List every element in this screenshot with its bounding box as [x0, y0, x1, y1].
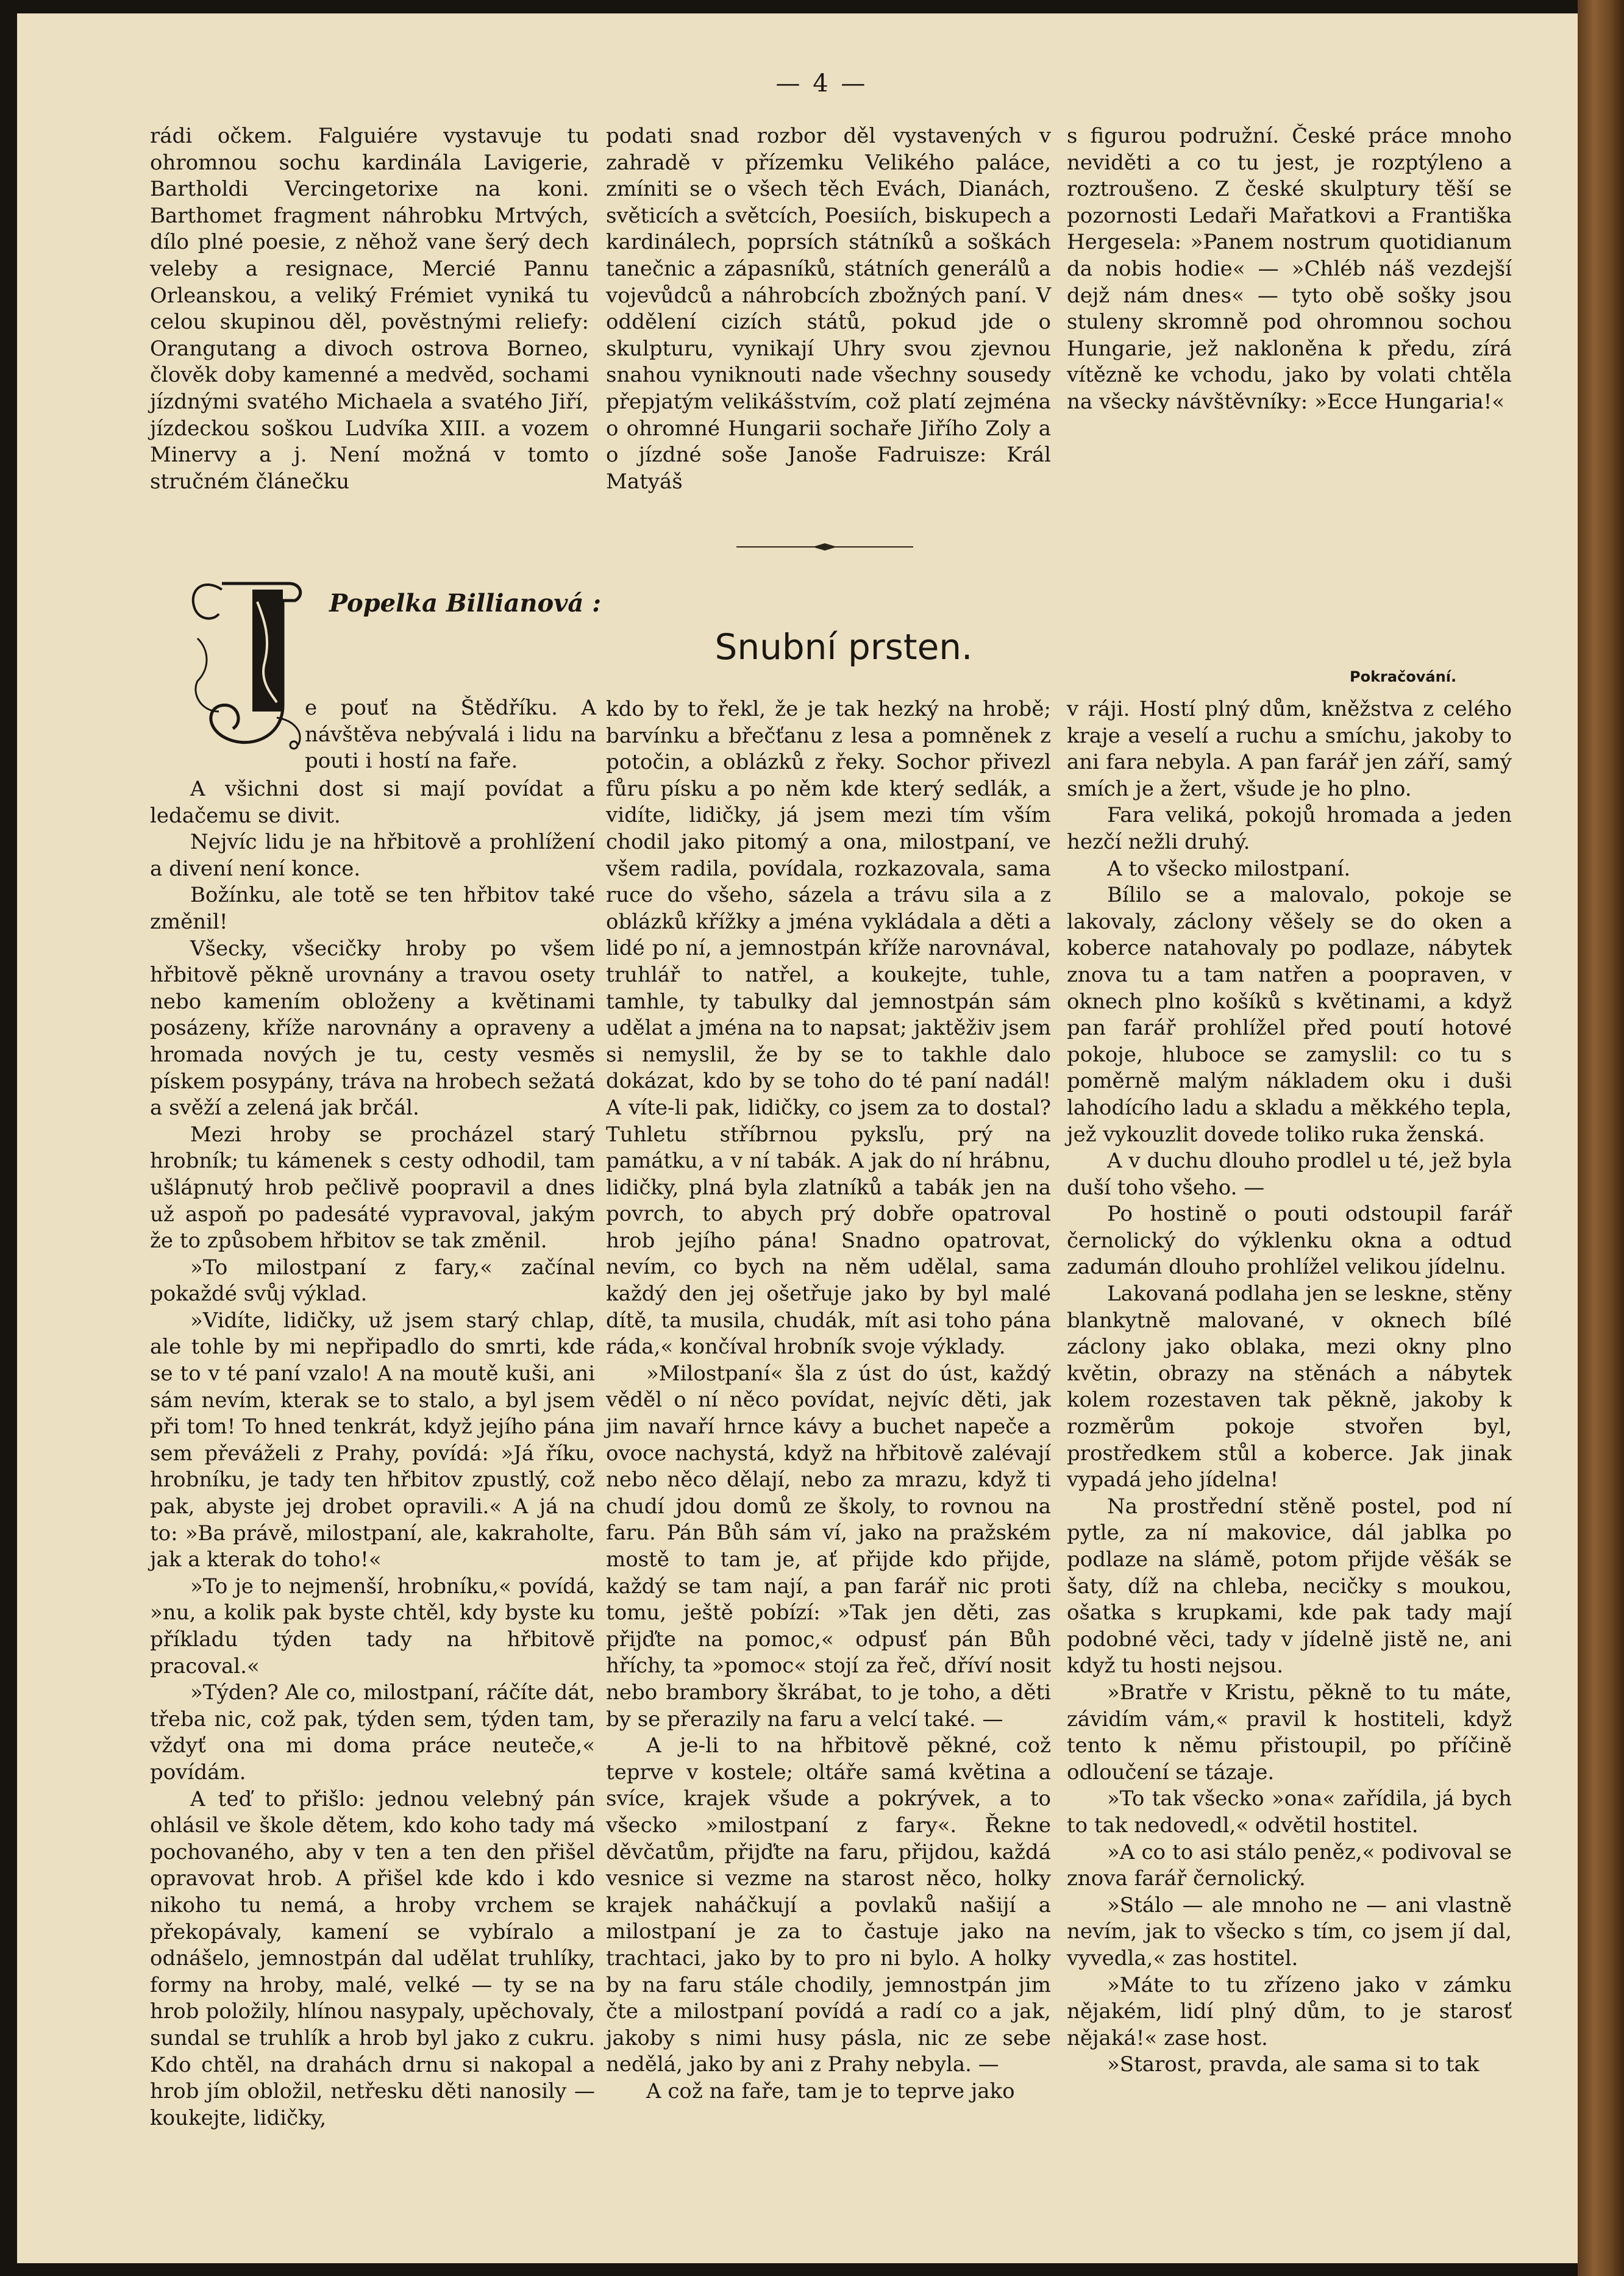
paragraph: Bílilo se a malovalo, pokoje se lakovaly, záclony věšely se do oken a koberce natahovaly po podlaze, nábytek znova tu a tam natřen a poopraven, v oknech plno košíků s květinami, a když pan farář prohlížel před poutí hotové pokoje, hluboce se zamyslil: co tu s poměrně malým nákladem oku i duši lahodícího ladu a skladu a měkkého tepla, jež vykouzlit dovede toliko ruka ženská.	[1067, 883, 1512, 1147]
paragraph: v ráji. Hostí plný dům, kněžstva z celého kraje a veselí a ruchu a smíchu, jakoby to ani fara nebyla. A pan farář jen září, samý smích je a žert, všude je ho plno.	[1067, 697, 1512, 801]
paragraph: A všichni dost si mají povídat a ledačemu se divit.	[150, 777, 595, 828]
story-column-3	[1067, 696, 1512, 2078]
paragraph: A což na faře, tam je to teprve jako	[646, 2078, 1015, 2103]
paragraph: Fara veliká, pokojů hromada a jeden hezčí nežli druhý.	[1067, 803, 1512, 854]
paragraph: »To milostpaní z fary,« začínal pokaždé svůj výklad.	[150, 1255, 595, 1307]
top-column-3-text: s figurou podružní. České práce mnoho neviděti a co tu jest, je rozptýleno a roztroušeno. Z české skulptury těší se pozornosti Ledaři Mařatkovi a Františka Hergesela: »Panem nostrum quotidianum da nobis hodie« — »Chléb náš vezdejší dejž nám dnes« — tyto obě sošky jsou stuleny skromně pod ohromnou sochou Hungarie, jež nakloněna k předu, zírá vítězně ke vchodu, jako by volati chtěla na všecky návštěvníky: »Ecce Hungaria!«	[1067, 124, 1512, 414]
paragraph: Lakovaná podlaha jen se leskne, stěny blankytně malované, v oknech bílé záclony jako oblaka, mezi okny plno květin, obrazy na stěnách a nábytek kolem rozestaven tak pěkně, jakoby k rozměrům pokoje stvořen byl, prostředkem stůl a koberce. Jak jinak vypadá jeho jídelna!	[1067, 1282, 1512, 1493]
continued-label: Pokračování.	[1350, 668, 1457, 685]
paragraph: Nejvíc lidu je na hřbitově a prohlížení a divení není konce.	[150, 830, 595, 881]
page-number: — 4 —	[775, 70, 868, 98]
top-column-2-text: podati snad rozbor děl vystavených v zahradě v přízemku Velikého paláce, zmíniti se o všech těch Evách, Dianách, světicích a světcích, Poesiích, biskupech a kardinálech, poprsích státníků a soškách tanečnic a zápasníků, státních generálů a vojevůdců a náhrobcích zbožných paní. V oddělení cizích států, pokud jde o skulpturu, vynikají Uhry svou zjevnou snahou vyniknouti nade všechny sousedy přepjatým velikášstvím, což platí zejména o ohromné Hungarii sochaře Jiřího Zoly a o jízdné soše Janoše Fadruisze: Král Matyáš	[606, 124, 1051, 494]
paragraph: »Milostpaní« šla z úst do úst, každý věděl o ní něco povídat, nejvíc děti, jak jim navaří hrnce kávy a buchet napeče a ovoce nachystá, když na hřbitově zalévají nebo něco dělají, nebo za mrazu, když ti chudí jdou domů ze školy, to rovnou na faru. Pán Bůh sám ví, jako na pražském mostě to tam je, ať přijde kdo přijde, každý se tam nají, a pan farář nic proti tomu, ještě pobízí: »Tak jen děti, zas přijďte na pomoc,« odpusť pán Bůh hříchy, ta »pomoc« stojí za řeč, dříví nosit nebo brambory škrábat, to je toho, a děti by se přerazily na faru a velcí také. —	[606, 1361, 1051, 1732]
paragraph: »Stálo — ale mnoho ne — ani vlastně nevím, jak to všecko s tím, co jsem jí dal, vyvedla,« zas hostitel.	[1067, 1893, 1512, 1971]
paragraph: A v duchu dlouho prodlel u té, jež byla duší toho všeho. —	[1067, 1149, 1512, 1200]
paragraph: »Bratře v Kristu, pěkně to tu máte, závidím vám,« pravil k hostiteli, když tento k němu přistoupil, po příčině odloučení se tázaje.	[1067, 1680, 1512, 1785]
book-binding-edge	[1578, 0, 1624, 2276]
paragraph: »To tak všecko »ona« zařídila, já bych to tak nedovedl,« odvětil hostitel.	[1067, 1786, 1512, 1838]
story-column-2	[606, 696, 1051, 2105]
ornamental-initial-j	[185, 565, 307, 754]
paragraph: A to všecko milostpaní.	[1107, 856, 1351, 881]
paragraph: »Starost, pravda, ale sama si to tak	[1107, 2052, 1480, 2077]
paragraph: »A co to asi stálo peněz,« podivoval se znova farář černolický.	[1067, 1839, 1512, 1891]
top-column-1	[150, 123, 589, 495]
newspaper-page	[17, 13, 1578, 2263]
story-title: Snubní prsten.	[714, 626, 973, 668]
paragraph: Po hostině o pouti odstoupil farář černolický do výklenku okna a odtud zadumán dlouho prohlížel velikou jídelnu.	[1067, 1202, 1512, 1280]
section-divider	[736, 543, 913, 551]
paragraph: »Vidíte, lidičky, už jsem starý chlap, ale tohle by mi nepřipadlo do smrti, kde se to v té paní vzalo! A na moutě kuši, ani sám nevím, kterak se to stalo, a byl jsem při tom! To hned tenkrát, když jejího pána sem převáželi z Prahy, povídá: »Já říku, hrobníku, je tady ten hřbitov zpustlý, což pak, abyste jej drobet opravili.« A já na to: »Ba právě, milostpaní, ale, kakraholte, jak a kterak do toho!«	[150, 1308, 595, 1572]
story-opening-text: e pouť na Štědříku. A návštěva nebývalá i lidu na pouti i hostí na faře.	[305, 696, 596, 774]
paragraph: Mezi hroby se procházel starý hrobník; tu kámenek s cesty odhodil, tam ušlápnutý hrob pečlivě poopravil a dnes už aspoň po padesáté vypravoval, jakým že to způsobem hřbitov se tak změnil.	[150, 1122, 595, 1254]
paragraph: »Máte to tu zřízeno jako v zámku nějakém, lidí plný dům, to je starosť nějaká!« zase host.	[1067, 1972, 1512, 2050]
top-column-2	[606, 123, 1051, 495]
paragraph: A je-li to na hřbitově pěkné, což teprve v kostele; oltáře samá květina a svíce, krajek všude a pokrývek, a to všecko »milostpaní z fary«. Řekne děvčatům, přijďte na faru, přijdou, každá vesnice si vezme na starost něco, holky krajek naháčkují a povlaků našijí a milostpaní je za to častuje jako na trachtaci, jako by to pro ni bylo. A holky by na faru stále chodily, jemnostpán jim čte a milostpaní povídá a radí co a jak, jakoby s nimi husy pásla, nic ze sebe nedělá, jako by ani z Prahy nebyla. —	[606, 1733, 1051, 2077]
story-opening	[305, 695, 596, 775]
paragraph: Božínku, ale totě se ten hřbitov také změnil!	[150, 883, 595, 934]
story-column-1	[150, 776, 595, 2132]
paragraph: kdo by to řekl, že je tak hezký na hrobě; barvínku a břečťanu z lesa a pomněnek z potočin, a oblázků z řeky. Sochor přivezl fůru písku a po něm kde který sedlák, a vidíte, lidičky, já jsem mezi tím vším chodil jako pitomý a ona, milostpaní, ve všem radila, povídala, rozkazovala, sama ruce do všeho, sázela a trávu sila a z oblázků křížky a jména vykládala a děti a lidé po ní, a jemnostpán kříže narovnával, truhlář to natřel, a koukejte, tuhle, tamhle, ty tabulky dal jemnostpán sám udělat a jména na to napsat; jaktěživ jsem si nemyslil, že by se to takhle dalo dokázat, kdo by se toho do té paní nadál! A víte-li pak, lidičky, co jsem za to dostal? Tuhletu stříbrnou pyksľu, prý na památku, a v ní tabák. A jak do ní hrábnu, lidičky, plná byla zlatníků a tabák jen na povrch, to abych prý dobře opatroval hrob jejího pána! Snadno opatrovat, nevím, co bych na něm udělal, sama každý den jej ošetřuje jako by byl malé dítě, ta musila, chudák, mít asi toho pána ráda,« končíval hrobník svoje výklady.	[606, 697, 1051, 1360]
top-column-3	[1067, 123, 1512, 416]
paragraph: A teď to přišlo: jednou velebný pán ohlásil ve škole dětem, kdo koho tady má pochovaného, aby v ten a ten den přišel opravovat hrob. A přišel kde kdo i kdo nikoho tu nemá, a hroby vrchem se překopávaly, kamení se vybíralo a odnášelo, jemnostpán dal udělat truhlíky, formy na hroby, malé, velké — ty se na hrob položily, hlínou nasypaly, upěchovaly, sundal se truhlík a hrob byl jako z cukru. Kdo chtěl, na drahách drnu si nakopal a hrob jím obložil, netřesku děti nanosily — koukejte, lidičky,	[150, 1786, 595, 2130]
story-author: Popelka Billianová :	[329, 589, 601, 618]
top-column-1-text: rádi očkem. Falguiére vystavuje tu ohromnou sochu kardinála Lavigerie, Bartholdi Vercingetorixe na koni. Barthomet fragment náhrobku Mrtvých, dílo plné poesie, z něhož vane šerý dech veleby a resignace, Mercié Pannu Orleanskou, a veliký Frémiet vyniká tu celou skupinou děl, pověstnými reliefy: Orangutang a divoch ostrova Borneo, člověk doby kamenné a medvěd, sochami jízdnými svatého Michaela a svatého Jiří, jízdeckou soškou Ludvíka XIII. a vozem Minervy a j. Není možná v tomto stručném článečku	[150, 124, 589, 494]
paragraph: »To je to nejmenší, hrobníku,« povídá, »nu, a kolik pak byste chtěl, kdy byste ku příkladu týden tady na hřbitově pracoval.«	[150, 1574, 595, 1678]
paragraph: »Týden? Ale co, milostpaní, ráčíte dát, třeba nic, což pak, týden sem, týden tam, vždyť ona mi doma práce neuteče,« povídám.	[150, 1680, 595, 1785]
paragraph: Na prostřední stěně postel, pod ní pytle, za ní makovice, dál jablka po podlaze na slámě, potom přijde věšák se šaty, díž na chleba, necičky s moukou, ošatka s krupkami, kde pak tady mají podobné věci, tady v jídelně jistě ne, ani když tu hosti nejsou.	[1067, 1494, 1512, 1678]
paragraph: Všecky, všecičky hroby po všem hřbitově pěkně urovnány a travou osety nebo kamením obloženy a květinami posázeny, kříže narovnány a opraveny a hromada nových je tu, cesty vesměs pískem posypány, tráva na hrobech sežatá a svěží a zelená jak brčál.	[150, 936, 595, 1121]
initial-letter: J	[296, 755, 297, 756]
